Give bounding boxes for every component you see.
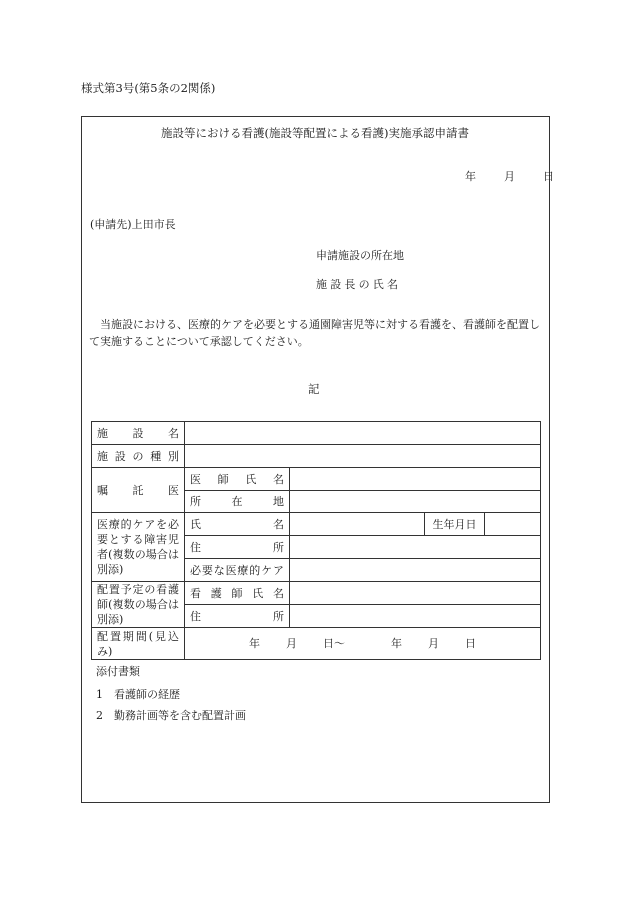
ki-mark: 記 bbox=[308, 382, 320, 396]
nurse-name-label: 看護師氏名 bbox=[185, 582, 290, 605]
attachment-item: 1 看護師の経歴 bbox=[96, 688, 180, 701]
date-line bbox=[465, 168, 554, 184]
period-field[interactable]: 年 月 日〜 年 月 日 bbox=[185, 628, 541, 660]
nurse-address-label: 住所 bbox=[185, 605, 290, 628]
nurse-name-field[interactable] bbox=[290, 582, 541, 605]
facility-type-field[interactable] bbox=[185, 445, 541, 468]
request-body-text: 当施設における、医療的ケアを必要とする通園障害児等に対する看護を、看護師を配置して実施することについて承認してください。 bbox=[89, 318, 540, 348]
doctor-name-label: 医師氏名 bbox=[185, 468, 290, 491]
child-name-field[interactable] bbox=[290, 513, 425, 536]
child-address-label: 住所 bbox=[185, 536, 290, 559]
table-row bbox=[92, 628, 541, 660]
date-day: 日 bbox=[543, 170, 554, 183]
facility-name-label: 施設名 bbox=[92, 422, 185, 445]
child-address-field[interactable] bbox=[290, 536, 541, 559]
date-month: 月 bbox=[504, 170, 515, 183]
details-table bbox=[91, 421, 541, 660]
date-year: 年 bbox=[465, 170, 476, 183]
nurse-group-label: 配置予定の看護師(複数の場合は別添) bbox=[92, 582, 185, 628]
facility-head-label: 施設長の氏名 bbox=[316, 278, 402, 291]
attachments-title: 添付書類 bbox=[96, 665, 140, 678]
period-label: 配置期間(見込み) bbox=[92, 628, 185, 660]
facility-name-field[interactable] bbox=[185, 422, 541, 445]
document-title: 施設等における看護(施設等配置による看護)実施承認申請書 bbox=[161, 126, 469, 140]
nurse-address-field[interactable] bbox=[290, 605, 541, 628]
birth-date-field[interactable] bbox=[485, 513, 541, 536]
facility-location-label: 申請施設の所在地 bbox=[316, 249, 404, 262]
table-row bbox=[92, 468, 541, 491]
doctor-address-label: 所在地 bbox=[185, 491, 290, 513]
facility-type-label: 施設の種別 bbox=[92, 445, 185, 468]
doctor-name-field[interactable] bbox=[290, 468, 541, 491]
commissioned-doctor-label: 嘱託医 bbox=[92, 468, 185, 513]
child-group-label: 医療的ケアを必要とする障害児者(複数の場合は別添) bbox=[92, 513, 185, 582]
required-care-label: 必要な医療的ケア bbox=[185, 559, 290, 582]
table-row bbox=[92, 422, 541, 445]
addressee: (申請先)上田市長 bbox=[90, 218, 176, 231]
child-name-label: 氏名 bbox=[185, 513, 290, 536]
doctor-address-field[interactable] bbox=[290, 491, 541, 513]
birth-date-label: 生年月日 bbox=[425, 513, 485, 536]
table-row bbox=[92, 513, 541, 536]
form-number: 様式第3号(第5条の2関係) bbox=[81, 81, 216, 95]
attachment-item: 2 勤務計画等を含む配置計画 bbox=[96, 709, 246, 722]
table-row bbox=[92, 445, 541, 468]
table-row bbox=[92, 582, 541, 605]
required-care-field[interactable] bbox=[290, 559, 541, 582]
